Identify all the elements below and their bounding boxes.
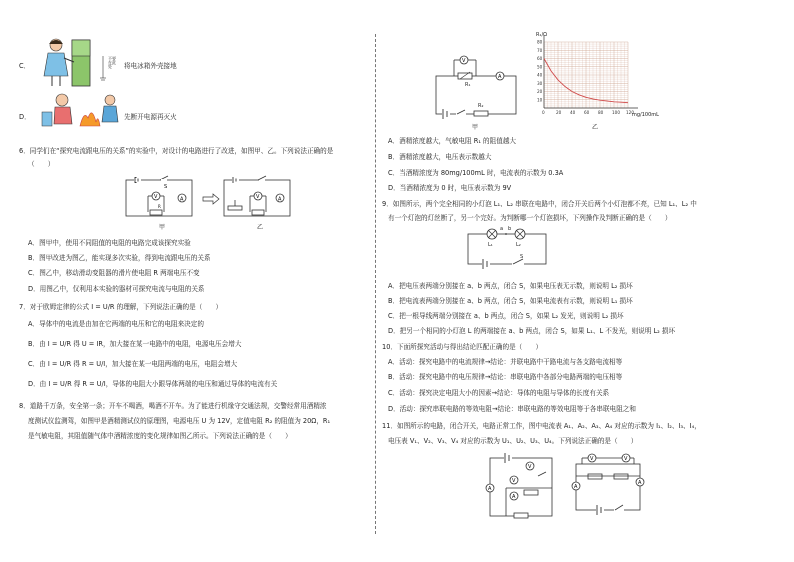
q9-stem-line1: 9．如图所示，两个完全相同的小灯泡 L₁、L₂ 串联在电路中，闭合开关后两个小灯泡都不亮，已知 L₁、L₂ 中 [382, 200, 697, 208]
q8-fig-jia-label: 甲 [472, 124, 479, 131]
q8-r1-label: R₁ [465, 82, 471, 88]
q11-stem-line2: 电压表 V₁、V₂、V₃、V₄ 对应的示数为 U₁、U₂、U₃、U₄。下列说法正确的是（ ） [388, 437, 638, 445]
y-tick-label: 50 [537, 64, 543, 70]
chart-ylabel: R₁/Ω [536, 32, 547, 38]
x-tick-label: 60 [584, 110, 590, 115]
svg-text:A: A [512, 494, 516, 500]
q7-option-b: B．由 I = U/R 得 U = IR，加大接在某一电路中的电阻，电源电压会增大 [28, 340, 242, 348]
q9-option-c: C．把一根导线两端分别接在 a、b 两点，闭合 S，如果 L₂ 发光，则说明 L₂ 损坏 [388, 312, 624, 320]
y-tick-label: 60 [537, 56, 543, 61]
q8-circuit-jia [430, 52, 520, 122]
svg-text:V: V [624, 456, 628, 462]
q9-a-label: a [500, 226, 504, 232]
q6-stem-line1: 6．同学们在“探究电流跟电压的关系”的实验中，对设计的电路进行了改进，如图甲、乙。下列说法正确的是 [19, 147, 334, 155]
q8-option-b: B．酒精浓度越大，电压表示数越大 [388, 153, 492, 161]
q11-circuit-right [570, 452, 646, 518]
q6-option-c: C．图乙中，移动滑动变阻器的滑片使电阻 R 两端电压不变 [28, 269, 200, 277]
svg-text:A: A [574, 484, 578, 490]
fire-children-illustration [40, 92, 120, 132]
right-column [380, 0, 794, 562]
svg-text:V: V [256, 194, 260, 200]
svg-text:A: A [638, 480, 642, 486]
q10-option-d: D．活动：探究串联电路的等效电阻→结论：串联电路的等效电阻等于各串联电阻之和 [388, 405, 636, 413]
svg-text:A: A [278, 196, 282, 203]
q6-circuit-jia [122, 176, 202, 222]
q8-r2-label: R₂ [478, 103, 484, 109]
q8-stem-line1: 8．道路千万条，安全第一条；开车不喝酒，喝酒不开车。为了能进行机缘守交通法规，交警经常用酒精浓 [19, 402, 327, 410]
y-tick-label: 20 [537, 89, 543, 94]
y-tick-label: 10 [537, 97, 543, 103]
svg-text:A: A [498, 74, 502, 80]
q9-circuit [464, 226, 554, 270]
y-tick-label: 30 [537, 80, 543, 86]
q6-fig-yi-label: 乙 [257, 224, 264, 231]
q8-option-c: C．当酒精浓度为 80mg/100mL 时，电流表的示数为 0.3A [388, 169, 564, 177]
q5-option-c-text: 将电冰箱外壳接地 [124, 62, 177, 70]
grounding-wire-icon [100, 54, 120, 82]
q11-circuit-left [484, 452, 560, 524]
q6-option-a: A．图甲中，使用不同阻值的电阻的电路完成该探究实验 [28, 239, 191, 247]
q10-option-b: B．活动：探究电路中的电压规律→结论：串联电路中各部分电路两端的电压相等 [388, 373, 623, 381]
x-tick-label: 0 [542, 110, 545, 115]
svg-text:V: V [462, 58, 466, 64]
svg-text:V: V [512, 478, 516, 484]
q8-stem-line2: 度测试仪监测驾，如图甲是酒精测试仪的原理图，电源电压 U 为 12V，定值电阻 R₂ 的阻值为 20Ω，R₁ [28, 417, 331, 425]
svg-text:A: A [180, 196, 184, 203]
x-tick-label: 100 [612, 110, 620, 115]
q6-circuit-yi [220, 176, 300, 222]
x-tick-label: 20 [556, 110, 562, 115]
column-divider [375, 34, 376, 534]
left-column [0, 0, 376, 562]
q7-option-d: D．由 I = U/R 得 R = U/I，导体的电阻大小跟导体两端的电压和通过导体的电流有关 [28, 380, 278, 388]
q6-option-b: B．图甲改进为图乙，能实现多次实验，得到电流跟电压的关系 [28, 254, 211, 262]
svg-text:V: V [154, 194, 158, 200]
y-tick-label: 40 [537, 72, 543, 78]
q9-option-b: B．把电流表两端分别接在 a、b 两点，闭合 S，如果电流表有示数，则说明 L₁ 损坏 [388, 297, 633, 305]
q9-stem-line2: 有一个灯泡的灯丝断了，另一个完好。为判断哪一个灯泡损坏，下列操作及判断正确的是（ ） [388, 214, 672, 222]
svg-text:A: A [488, 486, 492, 492]
warning-sign: 不要在此处 [108, 56, 116, 69]
svg-text:V: V [590, 456, 594, 462]
q10-option-c: C．活动：探究决定电阻大小的因素→结论：导体的电阻与导体的长度有关系 [388, 389, 610, 397]
q9-option-a: A．把电压表两端分别接在 a、b 两点，闭合 S，如果电压表无示数，则说明 L₂ 损坏 [388, 282, 633, 290]
chart-xlabel: mg/100mL [632, 112, 659, 118]
x-tick-label: 120 [626, 110, 634, 115]
q10-stem: 10．下面所探究活动与得出结论匹配正确的是（ ） [382, 343, 543, 351]
x-tick-label: 40 [570, 110, 576, 115]
q8-option-d: D．当酒精浓度为 0 时，电压表示数为 9V [388, 184, 512, 192]
q5-option-d-letter: D． [19, 113, 31, 121]
svg-text:S: S [164, 184, 168, 190]
q7-option-c: C．由 I = U/R 得 R = U/I，加大接在某一电阻两端的电压，电阻会增大 [28, 360, 238, 368]
q10-option-a: A．活动：探究电路中的电流规律→结论：并联电路中干路电流与各支路电流相等 [388, 358, 623, 366]
q6-stem-line2: （ ） [28, 160, 55, 168]
q6-fig-jia-label: 甲 [159, 224, 166, 231]
q6-arrow-icon [202, 194, 220, 204]
q5-option-d-text: 先断开电源再灭火 [124, 113, 177, 121]
q11-stem-line1: 11．如图所示的电路，闭合开关，电路正常工作，图中电流表 A₁、A₂、A₃、A₄ 对应的示数为 I₁、I₂、I₃、I₄， [382, 422, 701, 430]
girl-fridge-illustration [36, 36, 96, 88]
q9-s-label: S [520, 254, 524, 260]
svg-text:R: R [158, 204, 161, 209]
q8-stem-line3: 是气敏电阻，其阻值随气体中酒精浓度的变化规律如图乙所示。下列说法正确的是（ ） [28, 432, 292, 440]
q6-option-d: D．用图乙中，仅利用本实验的器材可探究电流与电阻的关系 [28, 285, 205, 293]
svg-text:V: V [528, 464, 532, 470]
q9-l2-label: L₂ [516, 242, 521, 248]
q7-stem: 7．对于欧姆定律的公式 I = U/R 的理解，下列说法正确的是（ ） [19, 303, 223, 311]
q9-option-d: D．把另一个相同的小灯泡 L 的两端接在 a、b 两点，闭合 S，如果 L₁、L 不发光，则说明 L₂ 损坏 [388, 327, 676, 335]
q9-b-label: b [508, 226, 512, 232]
y-tick-label: 80 [537, 39, 543, 45]
q8-fig-yi-label: 乙 [592, 124, 599, 131]
y-tick-label: 70 [537, 47, 543, 53]
q5-option-c-letter: C． [19, 62, 31, 70]
q7-option-a: A．导体中的电流是由加在它两端的电压和它的电阻来决定的 [28, 320, 204, 328]
q8-option-a: A．酒精浓度越大，气敏电阻 R₁ 的阻值越大 [388, 137, 517, 145]
x-tick-label: 80 [598, 110, 604, 115]
q9-l1-label: L₁ [488, 242, 493, 248]
